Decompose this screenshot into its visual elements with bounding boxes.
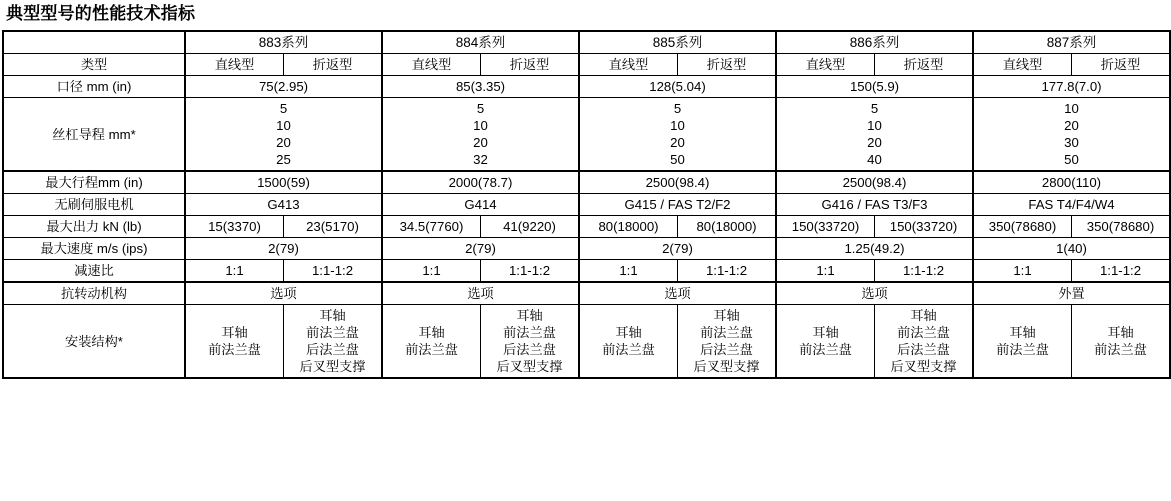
table-row: [3, 98, 1170, 172]
cell-ratio-886-fold: 1:1-1:2: [875, 260, 974, 283]
table-row: [3, 238, 1170, 260]
cell-stroke-885: 2500(98.4): [579, 171, 776, 194]
series-header-886: 886系列: [776, 31, 973, 54]
cell-ratio-884-linear: 1:1: [382, 260, 481, 283]
cell-type-887-linear: 直线型: [973, 54, 1072, 76]
cell-lead-886: 5 10 20 40: [776, 98, 973, 172]
cell-speed-883: 2(79): [185, 238, 382, 260]
cell-mounting-884-linear: 耳轴 前法兰盘: [382, 305, 481, 379]
cell-force-883-fold: 23(5170): [284, 216, 383, 238]
cell-type-883-linear: 直线型: [185, 54, 284, 76]
row-label-force: 最大出力 kN (lb): [3, 216, 185, 238]
cell-antirotation-887: 外置: [973, 282, 1170, 305]
cell-stroke-883: 1500(59): [185, 171, 382, 194]
cell-speed-884: 2(79): [382, 238, 579, 260]
cell-force-885-fold: 80(18000): [678, 216, 777, 238]
table-row: [3, 171, 1170, 194]
cell-ratio-883-linear: 1:1: [185, 260, 284, 283]
series-header-887: 887系列: [973, 31, 1170, 54]
table-row: [3, 282, 1170, 305]
cell-lead-885: 5 10 20 50: [579, 98, 776, 172]
cell-force-887-fold: 350(78680): [1072, 216, 1171, 238]
series-header-885: 885系列: [579, 31, 776, 54]
table-header-row: [3, 31, 1170, 54]
row-label-bore: 口径 mm (in): [3, 76, 185, 98]
cell-force-887-linear: 350(78680): [973, 216, 1072, 238]
table-row: [3, 216, 1170, 238]
cell-type-884-fold: 折返型: [481, 54, 580, 76]
cell-antirotation-886: 选项: [776, 282, 973, 305]
row-label-antirotation: 抗转动机构: [3, 282, 185, 305]
cell-mounting-886-linear: 耳轴 前法兰盘: [776, 305, 875, 379]
cell-mounting-887-fold: 耳轴 前法兰盘: [1072, 305, 1171, 379]
cell-lead-883: 5 10 20 25: [185, 98, 382, 172]
cell-force-886-fold: 150(33720): [875, 216, 974, 238]
cell-antirotation-885: 选项: [579, 282, 776, 305]
cell-force-883-linear: 15(3370): [185, 216, 284, 238]
cell-stroke-887: 2800(110): [973, 171, 1170, 194]
table-row: [3, 76, 1170, 98]
row-label-motor: 无刷伺服电机: [3, 194, 185, 216]
series-header-884: 884系列: [382, 31, 579, 54]
cell-ratio-885-fold: 1:1-1:2: [678, 260, 777, 283]
table-row: [3, 260, 1170, 283]
table-row: [3, 305, 1170, 379]
cell-speed-885: 2(79): [579, 238, 776, 260]
cell-type-885-fold: 折返型: [678, 54, 777, 76]
row-label-speed: 最大速度 m/s (ips): [3, 238, 185, 260]
cell-stroke-886: 2500(98.4): [776, 171, 973, 194]
cell-lead-887: 10 20 30 50: [973, 98, 1170, 172]
cell-mounting-883-linear: 耳轴 前法兰盘: [185, 305, 284, 379]
cell-motor-887: FAS T4/F4/W4: [973, 194, 1170, 216]
row-label-ratio: 减速比: [3, 260, 185, 283]
cell-force-886-linear: 150(33720): [776, 216, 875, 238]
cell-speed-887: 1(40): [973, 238, 1170, 260]
series-header-883: 883系列: [185, 31, 382, 54]
cell-mounting-883-fold: 耳轴 前法兰盘 后法兰盘 后叉型支撑: [284, 305, 383, 379]
cell-bore-883: 75(2.95): [185, 76, 382, 98]
cell-bore-887: 177.8(7.0): [973, 76, 1170, 98]
cell-type-886-linear: 直线型: [776, 54, 875, 76]
cell-ratio-884-fold: 1:1-1:2: [481, 260, 580, 283]
cell-force-885-linear: 80(18000): [579, 216, 678, 238]
cell-antirotation-884: 选项: [382, 282, 579, 305]
cell-type-885-linear: 直线型: [579, 54, 678, 76]
cell-lead-884: 5 10 20 32: [382, 98, 579, 172]
cell-bore-885: 128(5.04): [579, 76, 776, 98]
page-title: 典型型号的性能技术指标: [6, 4, 196, 23]
specifications-table: [2, 30, 1171, 379]
cell-ratio-885-linear: 1:1: [579, 260, 678, 283]
cell-antirotation-883: 选项: [185, 282, 382, 305]
cell-motor-885: G415 / FAS T2/F2: [579, 194, 776, 216]
cell-mounting-885-fold: 耳轴 前法兰盘 后法兰盘 后叉型支撑: [678, 305, 777, 379]
row-label-mounting: 安装结构*: [3, 305, 185, 379]
cell-type-884-linear: 直线型: [382, 54, 481, 76]
cell-motor-883: G413: [185, 194, 382, 216]
cell-mounting-887-linear: 耳轴 前法兰盘: [973, 305, 1072, 379]
cell-bore-886: 150(5.9): [776, 76, 973, 98]
row-label-type: 类型: [3, 54, 185, 76]
row-label-stroke: 最大行程mm (in): [3, 171, 185, 194]
cell-ratio-883-fold: 1:1-1:2: [284, 260, 383, 283]
cell-stroke-884: 2000(78.7): [382, 171, 579, 194]
table-row: [3, 194, 1170, 216]
cell-ratio-887-linear: 1:1: [973, 260, 1072, 283]
cell-motor-884: G414: [382, 194, 579, 216]
cell-force-884-fold: 41(9220): [481, 216, 580, 238]
cell-type-883-fold: 折返型: [284, 54, 383, 76]
row-label-lead: 丝杠导程 mm*: [3, 98, 185, 172]
cell-mounting-885-linear: 耳轴 前法兰盘: [579, 305, 678, 379]
cell-force-884-linear: 34.5(7760): [382, 216, 481, 238]
cell-motor-886: G416 / FAS T3/F3: [776, 194, 973, 216]
cell-speed-886: 1.25(49.2): [776, 238, 973, 260]
cell-mounting-884-fold: 耳轴 前法兰盘 后法兰盘 后叉型支撑: [481, 305, 580, 379]
cell-ratio-886-linear: 1:1: [776, 260, 875, 283]
cell-ratio-887-fold: 1:1-1:2: [1072, 260, 1171, 283]
cell-mounting-886-fold: 耳轴 前法兰盘 后法兰盘 后叉型支撑: [875, 305, 974, 379]
cell-type-886-fold: 折返型: [875, 54, 974, 76]
cell-bore-884: 85(3.35): [382, 76, 579, 98]
header-blank-cell: [3, 31, 185, 54]
cell-type-887-fold: 折返型: [1072, 54, 1171, 76]
table-row: [3, 54, 1170, 76]
